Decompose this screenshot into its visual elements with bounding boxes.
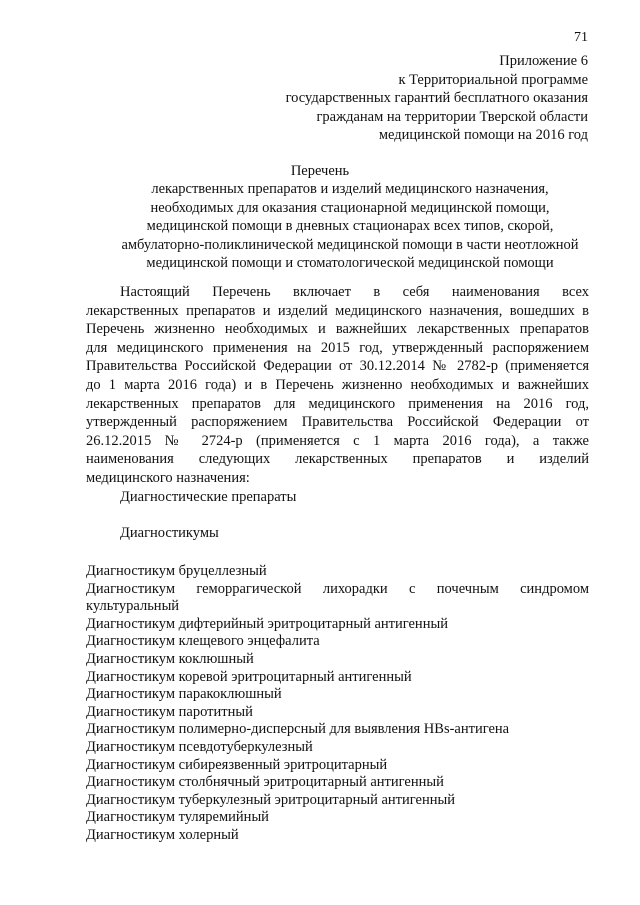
list-item: Диагностикум сибиреязвенный эритроцитарный	[86, 756, 388, 773]
list-subtitle-line: медицинской помощи в дневных стационарах всех типов, скорой,	[146, 218, 554, 234]
list-item: культуральный	[86, 598, 180, 615]
list-item: Диагностикум коклюшный	[86, 650, 254, 667]
list-item: Диагностикум столбнячный эритроцитарный антигенный	[86, 774, 444, 791]
intro-line: наименования следующих лекарственных препаратов и изделий	[86, 451, 589, 468]
list-item: Диагностикум холерный	[86, 826, 239, 843]
list-item: Диагностикум туберкулезный эритроцитарный антигенный	[86, 791, 455, 808]
list-item: Диагностикум псевдотуберкулезный	[86, 738, 313, 755]
list-subtitle-line: амбулаторно-поликлинической медицинской помощи в части неотложной	[121, 236, 579, 253]
list-subtitle-line: лекарственных препаратов и изделий медицинского назначения,	[151, 181, 549, 197]
intro-line: до 1 марта 2016 года) и в Перечень жизненно необходимых и важнейших	[86, 376, 589, 393]
list-item: Диагностикум дифтерийный эритроцитарный антигенный	[86, 615, 448, 632]
intro-line: лекарственных препаратов и изделий медицинского назначения, вошедших в	[86, 302, 589, 319]
list-item: Диагностикум полимерно-дисперсный для выявления HBs-антигена	[86, 721, 510, 738]
appendix-line: государственных гарантий бесплатного оказания	[285, 90, 588, 106]
intro-line: Перечень жизненно необходимых и важнейших лекарственных препаратов	[86, 321, 589, 338]
list-item: Диагностикум коревой эритроцитарный антигенный	[86, 668, 412, 685]
list-item: Диагностикум паротитный	[86, 703, 253, 720]
list-item: Диагностикум туляремийный	[86, 809, 269, 826]
intro-line: Правительства Российской Федерации от 30.12.2014 № 2782-р (применяется	[86, 358, 589, 375]
appendix-line: Приложение 6	[499, 53, 588, 69]
section-heading-diagnosticums: Диагностикумы	[120, 525, 219, 541]
intro-line: утвержденный распоряжением Правительства Российской Федерации от	[86, 414, 589, 431]
diagnosticum-list	[86, 563, 589, 845]
page-number: 71	[574, 30, 588, 45]
list-title: Перечень	[290, 163, 350, 179]
list-item: Диагностикум клещевого энцефалита	[86, 633, 320, 650]
list-item: Диагностикум паракоклюшный	[86, 686, 282, 703]
list-subtitle-line: необходимых для оказания стационарной медицинской помощи,	[150, 199, 550, 216]
appendix-line: медицинской помощи на 2016 год	[378, 127, 588, 143]
list-item: Диагностикум геморрагической лихорадки с почечным синдромом	[86, 580, 589, 597]
list-subtitle	[60, 180, 640, 273]
list-item: Диагностикум бруцеллезный	[86, 563, 267, 579]
list-subtitle-line: медицинской помощи и стоматологической медицинской помощи	[146, 255, 554, 271]
section-heading-diagnostic-preparations: Диагностические препараты	[120, 489, 297, 505]
intro-line: Настоящий Перечень включает в себя наименования всех	[120, 284, 589, 300]
appendix-line: гражданам на территории Тверской области	[316, 108, 588, 125]
intro-paragraph	[86, 283, 589, 488]
appendix-header	[168, 52, 588, 145]
intro-line: лекарственных препаратов для медицинского применения на 2016 год,	[86, 395, 589, 412]
appendix-line: к Территориальной программе	[398, 71, 588, 88]
intro-line: для медицинского применения на 2015 год, утвержденный распоряжением	[86, 339, 589, 356]
intro-line: медицинского назначения:	[86, 469, 250, 486]
intro-line: 26.12.2015 № 2724-р (применяется с 1 марта 2016 года), а также	[86, 432, 589, 449]
